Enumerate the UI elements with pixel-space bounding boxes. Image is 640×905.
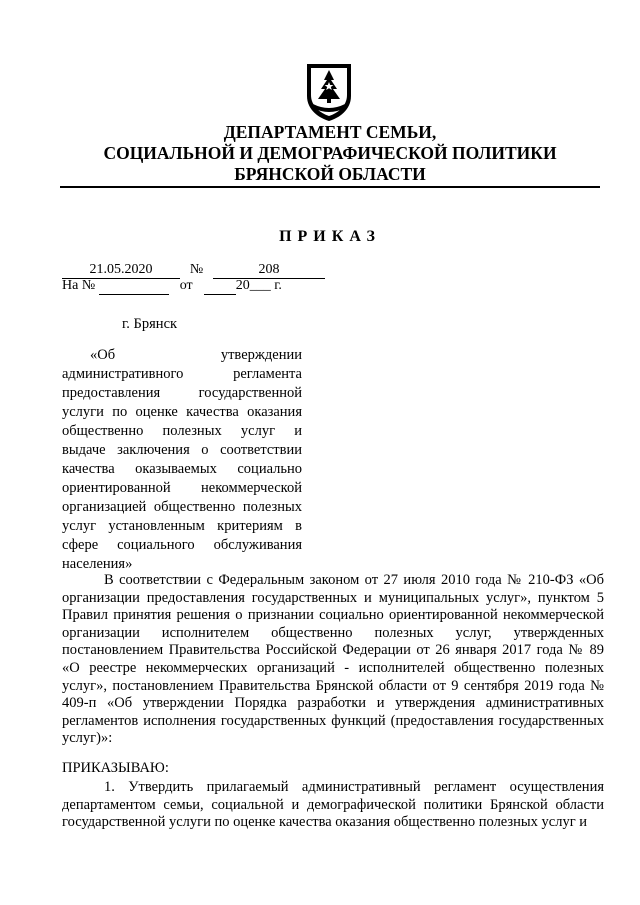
preamble-paragraph: В соответствии с Федеральным законом от 27 июля 2010 года № 210-ФЗ «Об организации предоставления государственных и муниципальных услуг», пунктом 5 Правил принятия решения о признании социально ориентированной некоммерческой организации исполнителем общественно полезных услуг, утвержденных постановлением Правительства Российской Федерации от 26 января 2017 года № 89 «О реестре некоммерческих организаций - исполнителей общественно полезных услуг», постановлением Правительства Брянской области от 9 сентября 2019 года № 409-п «Об утверждении Порядка разработки и утверждения административных регламентов исполнения государственных функций (предоставления государственных услуг)»:	[62, 572, 604, 747]
order-subject	[62, 346, 302, 574]
ref-date-blank	[204, 278, 236, 295]
department-header	[60, 122, 600, 185]
department-line-3: БРЯНСКОЙ ОБЛАСТИ	[234, 164, 426, 184]
order-item-1: 1. Утвердить прилагаемый административный регламент осуществления департаментом семьи, социальной и демографической политики Брянской области государственной услуги по оценке качества оказания общественно полезных услуг и	[62, 779, 604, 831]
ref-label: На №	[62, 278, 96, 293]
order-word: ПРИКАЗЫВАЮ:	[62, 760, 169, 776]
order-date: 21.05.2020	[62, 262, 180, 279]
date-number-line	[62, 262, 325, 279]
department-line-2: СОЦИАЛЬНОЙ И ДЕМОГРАФИЧЕСКОЙ ПОЛИТИКИ	[103, 143, 557, 163]
reference-line	[62, 278, 282, 295]
ref-from-label: от	[179, 278, 193, 293]
city: г. Брянск	[122, 316, 178, 332]
order-number: 208	[213, 262, 325, 279]
header-divider	[60, 186, 600, 188]
department-line-1: ДЕПАРТАМЕНТ СЕМЬИ,	[223, 122, 437, 142]
number-label: №	[189, 262, 204, 277]
document-title: ПРИКАЗ	[279, 228, 381, 245]
ref-year: 20___ г.	[235, 278, 282, 293]
subject-text: «Об утверждении административного регламента предоставления государственной услуги по оценке качества оказания общественно полезных услуг и выдаче заключения о соответствии качества оказываемых социально ориентированной некоммерческой организацией общественно полезных услуг установленным критериям в сфере социального обслуживания населения»	[62, 347, 302, 572]
coat-of-arms-icon	[303, 58, 355, 122]
ref-number-blank	[99, 278, 169, 295]
